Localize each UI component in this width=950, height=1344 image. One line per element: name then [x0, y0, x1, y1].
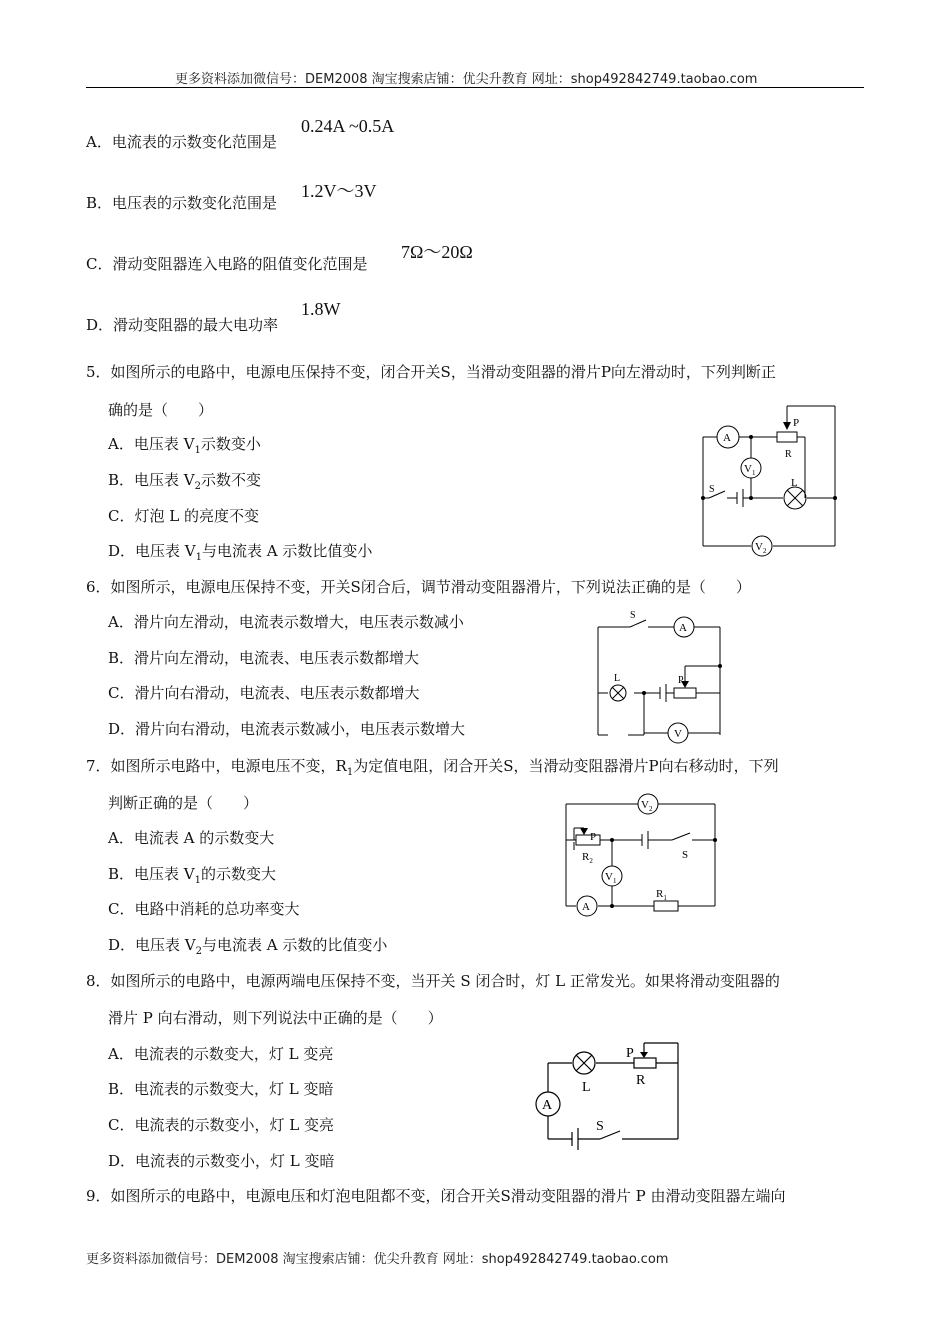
q8-s-label: S	[596, 1119, 604, 1134]
q8-stem-line1: 8．如图所示的电路中，电源两端电压保持不变，当开关 S 闭合时，灯 L 正常发光。如果将滑动变阻器的	[86, 972, 780, 990]
page-footer: 更多资料添加微信号：DEM2008 淘宝搜索店铺：优尖升教育 网址：shop492842749.taobao.com	[86, 1252, 669, 1267]
q7-stem-line1: 7．如图所示电路中，电源电压不变，$R_1$为定值电阻，闭合开关S，当滑动变阻器滑片P向右移动时，下列	[86, 757, 779, 778]
q7-p-label: P	[590, 831, 597, 843]
q8-option-d: D．电流表的示数变小，灯 L 变暗	[108, 1152, 335, 1170]
q5-ammeter-label: A	[723, 432, 731, 444]
q8-option-a: A．电流表的示数变大，灯 L 变亮	[108, 1045, 334, 1063]
q8-option-b: B．电流表的示数变大，灯 L 变暗	[108, 1080, 334, 1098]
q7-v2-label: $V_2$	[641, 799, 653, 813]
q7-option-a: A．电流表 A 的示数变大	[108, 829, 275, 847]
q8-option-c: C．电流表的示数变小，灯 L 变亮	[108, 1116, 334, 1134]
q6-voltmeter-label: V	[674, 728, 682, 740]
q7-r1-label: $R_1$	[656, 888, 667, 902]
q5-circuit-diagram	[695, 400, 845, 560]
q5-stem-line1: 5．如图所示的电路中，电源电压保持不变，闭合开关S，当滑动变阻器的滑片P向左滑动时，下列判断正	[86, 363, 776, 381]
q6-option-d: D．滑片向右滑动，电流表示数减小，电压表示数增大	[108, 720, 466, 738]
q7-circuit-diagram	[560, 790, 725, 920]
q8-ammeter-label: A	[542, 1098, 553, 1113]
prev-option-c-value: 7Ω～20Ω	[401, 242, 473, 262]
q5-l-label: L	[791, 477, 798, 489]
q6-stem-line1: 6．如图所示，电源电压保持不变，开关S闭合后，调节滑动变阻器滑片，下列说法正确的是（ ）	[86, 578, 751, 596]
q5-stem-line2: 确的是（ ）	[108, 401, 214, 419]
prev-option-b-value: 1.2V～3V	[301, 181, 377, 201]
prev-option-a-value: 0.24A ~0.5A	[301, 116, 395, 136]
q6-ammeter-label: A	[679, 622, 687, 634]
q6-option-c: C．滑片向右滑动，电流表、电压表示数都增大	[108, 684, 420, 702]
q6-option-b: B．滑片向左滑动，电流表、电压表示数都增大	[108, 649, 420, 667]
q9-stem-line1: 9．如图所示的电路中，电源电压和灯泡电阻都不变，闭合开关S滑动变阻器的滑片 P 由滑动变阻器左端向	[86, 1187, 786, 1205]
q6-circuit-diagram	[590, 605, 730, 745]
q6-p-label: P	[678, 675, 684, 686]
page-header: 更多资料添加微信号：DEM2008 淘宝搜索店铺：优尖升教育 网址：shop492842749.taobao.com	[175, 72, 758, 87]
q8-l-label: L	[582, 1080, 591, 1095]
q7-v1-label: $V_1$	[605, 871, 617, 885]
header-rule	[86, 87, 864, 88]
prev-option-d-value: 1.8W	[301, 299, 341, 319]
q7-ammeter-label: A	[582, 901, 590, 913]
q5-v1-label: $V_1$	[744, 463, 756, 477]
q5-r-label: R	[785, 449, 792, 460]
q8-p-label: P	[626, 1046, 634, 1061]
q7-s-label: S	[682, 849, 689, 861]
prev-option-d: D．滑动变阻器的最大电功率	[86, 316, 279, 334]
q8-stem-line2: 滑片 P 向右滑动，则下列说法中正确的是（ ）	[108, 1009, 443, 1027]
q7-option-c: C．电路中消耗的总功率变大	[108, 900, 300, 918]
prev-option-c: C．滑动变阻器连入电路的阻值变化范围是	[86, 255, 368, 273]
q8-circuit-diagram	[530, 1035, 685, 1150]
q8-r-label: R	[636, 1073, 646, 1088]
q7-stem-line2: 判断正确的是（ ）	[108, 794, 259, 812]
prev-option-a: A．电流表的示数变化范围是	[86, 133, 277, 151]
q6-l-label: L	[614, 673, 621, 684]
q7-option-b: B．电压表 $V_1$的示数变大	[108, 865, 277, 886]
q7-option-d: D．电压表 $V_2$与电流表 A 示数的比值变小	[108, 936, 388, 957]
q6-option-a: A．滑片向左滑动，电流表示数增大，电压表示数减小	[108, 613, 464, 631]
q5-option-b: B．电压表 $V_2$示数不变	[108, 471, 262, 492]
q5-option-c: C．灯泡 L 的亮度不变	[108, 507, 259, 525]
q5-p-label: P	[793, 417, 800, 429]
q5-s-label: S	[709, 484, 715, 495]
q5-option-a: A．电压表 $V_1$示数变小	[108, 435, 261, 456]
q6-s-label: S	[630, 610, 636, 621]
q5-v2-label: $V_2$	[755, 541, 767, 555]
q7-r2-label: $R_2$	[582, 851, 593, 865]
q5-option-d: D．电压表 $V_1$与电流表 A 示数比值变小	[108, 542, 373, 563]
prev-option-b: B．电压表的示数变化范围是	[86, 194, 278, 212]
